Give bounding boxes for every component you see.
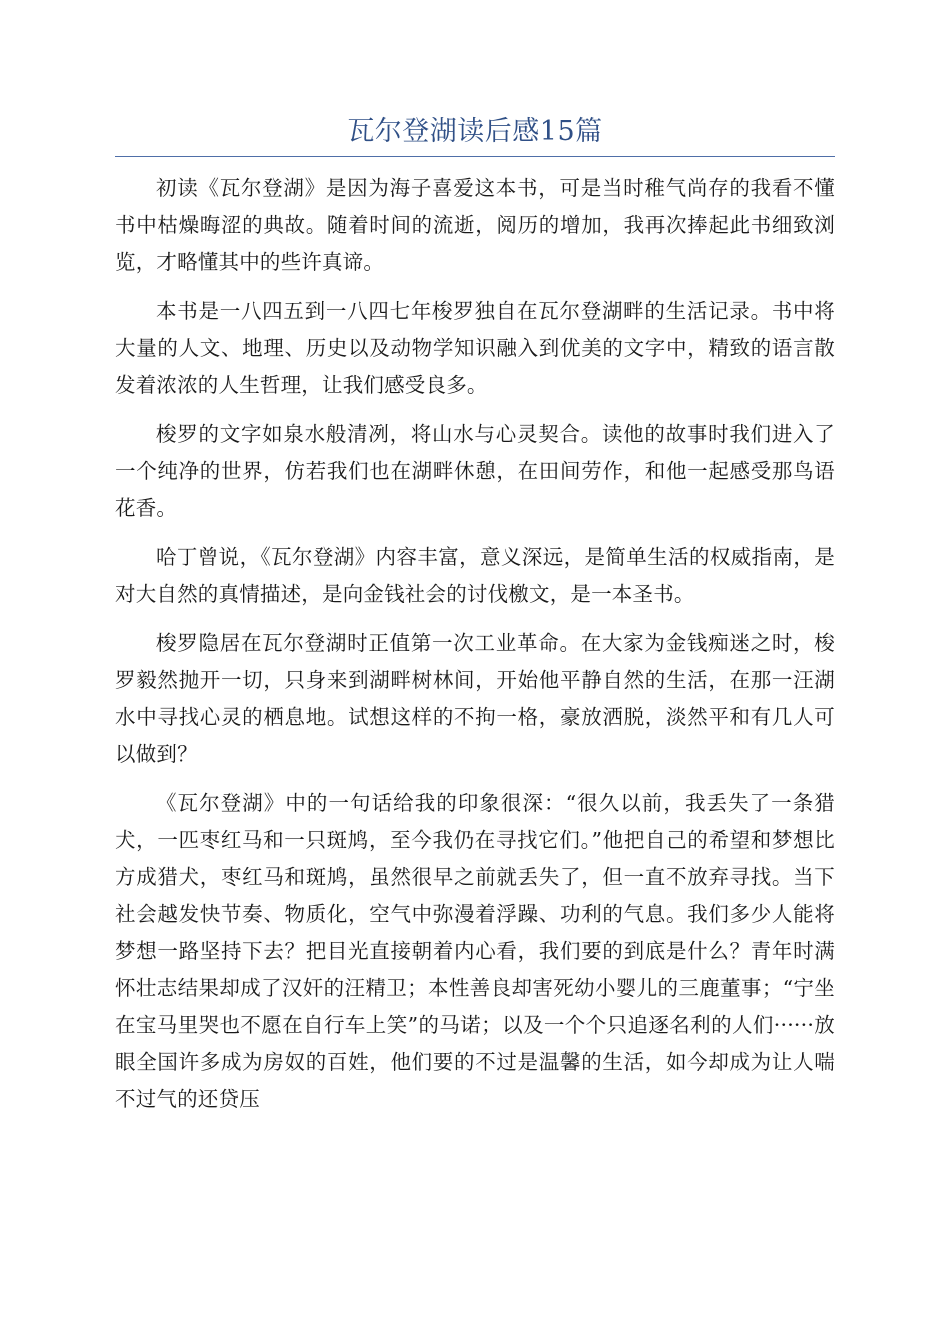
paragraph-2: 本书是一八四五到一八四七年梭罗独自在瓦尔登湖畔的生活记录。书中将大量的人文、地理、历史以及动物学知识融入到优美的文字中，精致的语言散发着浓浓的人生哲理，让我们感受良多。 (115, 299, 835, 397)
paragraph-1: 初读《瓦尔登湖》是因为海子喜爱这本书，可是当时稚气尚存的我看不懂书中枯燥晦涩的典故。随着时间的流逝，阅历的增加，我再次捧起此书细致浏览，才略懂其中的些许真谛。 (115, 176, 835, 274)
paragraph-5: 梭罗隐居在瓦尔登湖时正值第一次工业革命。在大家为金钱痴迷之时，梭罗毅然抛开一切，只身来到湖畔树林间，开始他平静自然的生活，在那一汪湖水中寻找心灵的栖息地。试想这样的不拘一格，豪放洒脱，淡然平和有几人可以做到？ (115, 631, 835, 766)
paragraph-6: 《瓦尔登湖》中的一句话给我的印象很深：“很久以前，我丢失了一条猎犬，一匹枣红马和一只斑鸠，至今我仍在寻找它们。”他把自己的希望和梦想比方成猎犬，枣红马和斑鸠，虽然很早之前就丢失了，但一直不放弃寻找。当下社会越发快节奏、物质化，空气中弥漫着浮躁、功利的气息。我们多少人能将梦想一路坚持下去？把目光直接朝着内心看，我们要的到底是什么？青年时满怀壮志结果却成了汉奸的汪精卫；本性善良却害死幼小婴儿的三鹿董事；“宁坐在宝马里哭也不愿在自行车上笑”的马诺；以及一个个只追逐名利的人们······放眼全国许多成为房奴的百姓，他们要的不过是温馨的生活，如今却成为让人喘不过气的还贷压 (115, 791, 835, 1111)
paragraph-4: 哈丁曾说，《瓦尔登湖》内容丰富，意义深远，是简单生活的权威指南，是对大自然的真情描述，是向金钱社会的讨伐檄文，是一本圣书。 (115, 545, 835, 606)
page-title: 瓦尔登湖读后感15篇 (347, 116, 603, 147)
document-body (115, 170, 835, 1130)
paragraph-3: 梭罗的文字如泉水般清冽，将山水与心灵契合。读他的故事时我们进入了一个纯净的世界，仿若我们也在湖畔休憩，在田间劳作，和他一起感受那鸟语花香。 (115, 422, 835, 520)
title-block (115, 112, 835, 157)
